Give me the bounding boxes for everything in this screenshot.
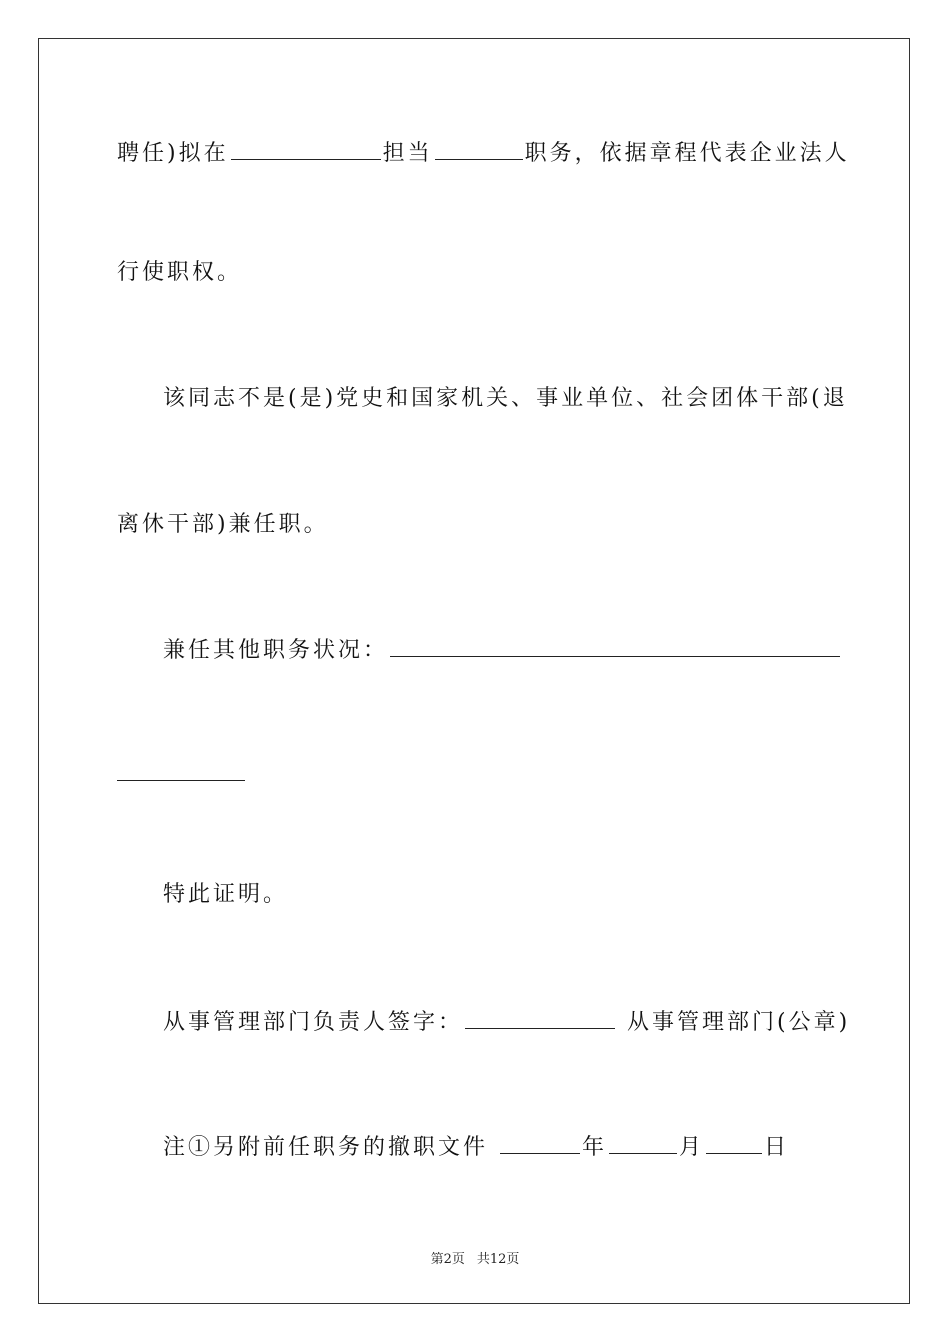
blank-other-positions-continued[interactable]: [117, 780, 245, 781]
page-total: 共12页: [476, 1252, 520, 1267]
page-border: [38, 38, 910, 1304]
text-line-status: 该同志不是(是)党史和国家机关、事业单位、社会团体干部(退: [163, 386, 848, 411]
page-number: 第2页: [430, 1252, 465, 1267]
blank-signature[interactable]: [465, 1006, 615, 1029]
label-seal: 从事管理部门(公章): [627, 1010, 851, 1035]
text-line-exercise: 行使职权。: [117, 260, 243, 285]
text-line-other-positions: [163, 634, 842, 666]
label-month: 月: [679, 1135, 705, 1160]
text-assume: 担当: [382, 141, 433, 166]
blank-year[interactable]: [500, 1131, 580, 1154]
label-day: 日: [764, 1135, 790, 1160]
page-footer: [0, 1248, 950, 1267]
text-line-signature: [163, 1006, 850, 1038]
text-line-note-date: [163, 1131, 789, 1163]
label-year: 年: [582, 1135, 608, 1160]
text-line-appointment: [117, 137, 850, 169]
blank-position[interactable]: [435, 137, 523, 160]
text-line-retired: 离休干部)兼任职。: [117, 512, 329, 537]
text-duty: 职务，依据章程代表企业法人: [524, 141, 850, 166]
text-line-certify: 特此证明。: [163, 882, 289, 907]
text-appointment-prefix: 聘任)拟在: [117, 141, 229, 166]
label-signature: 从事管理部门负责人签字：: [163, 1010, 464, 1035]
blank-other-positions[interactable]: [390, 634, 840, 657]
blank-month[interactable]: [609, 1131, 677, 1154]
blank-company[interactable]: [231, 137, 381, 160]
text-note: 注①另附前任职务的撤职文件: [163, 1135, 489, 1160]
label-other-positions: 兼任其他职务状况：: [163, 638, 389, 663]
blank-day[interactable]: [706, 1131, 762, 1154]
